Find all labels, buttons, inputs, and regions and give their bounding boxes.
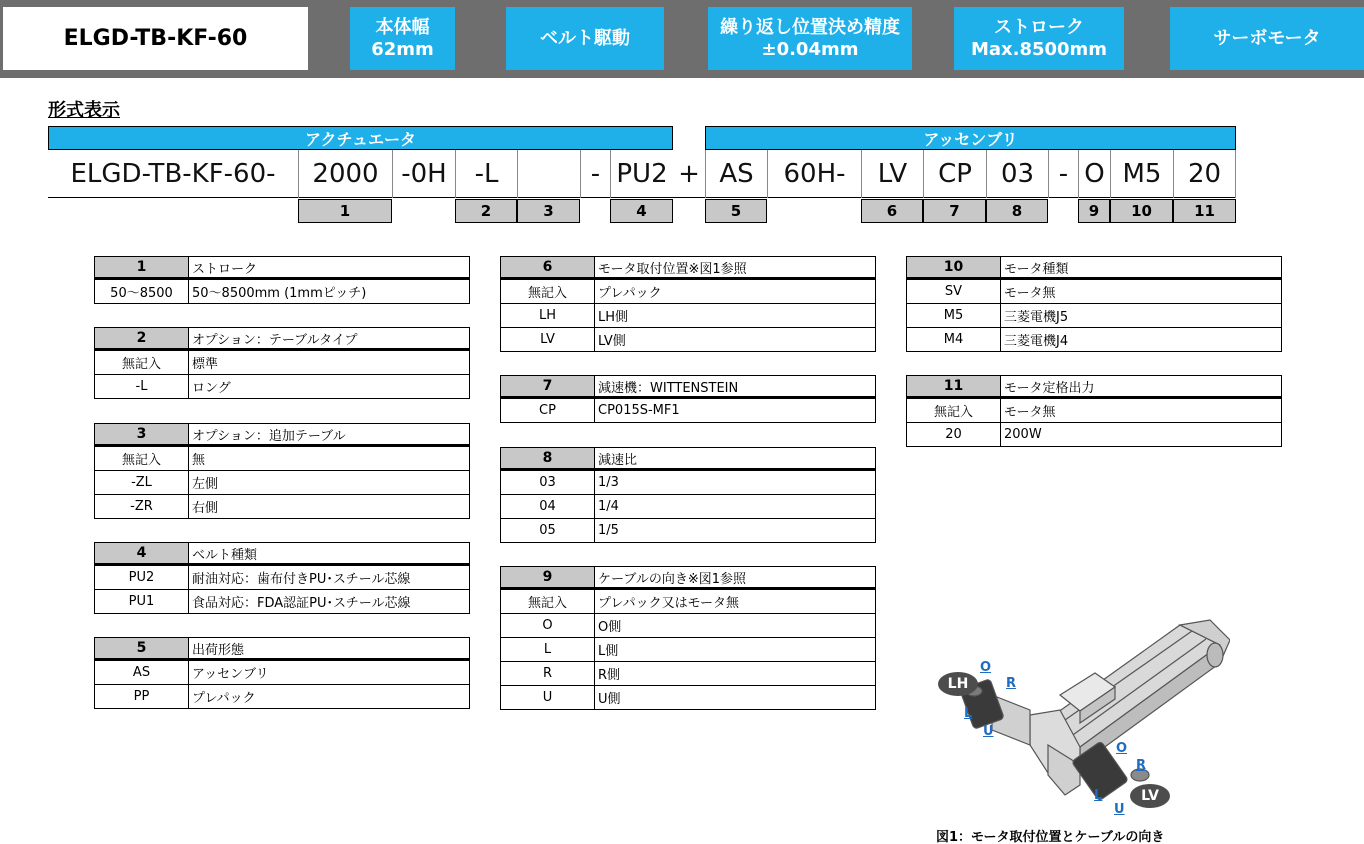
table-no: 6: [501, 257, 595, 277]
row-desc: 無: [192, 453, 206, 468]
table-row: [95, 280, 469, 304]
code-dash-2: -: [1048, 150, 1078, 198]
row-desc: アッセンブリ: [192, 667, 269, 682]
row-code: SV: [907, 280, 1001, 303]
table-row: [501, 304, 875, 328]
table-row: [95, 566, 469, 590]
table-row: [95, 590, 469, 614]
table-row: [907, 304, 1281, 328]
lh-dir-r: R: [1006, 676, 1017, 691]
row-desc: ロング: [192, 381, 231, 396]
table-row: [501, 495, 875, 519]
option-table-3: [94, 423, 470, 519]
code-part-2: -L: [455, 150, 517, 198]
lv-dir-l: L: [1094, 788, 1103, 803]
table-no: 7: [501, 376, 595, 396]
table-no: 11: [907, 376, 1001, 396]
feature-accuracy: [708, 7, 912, 70]
option-table-1: [94, 256, 470, 304]
row-code: -ZL: [95, 471, 189, 494]
code-plus: +: [678, 159, 700, 189]
table-no: 1: [95, 257, 189, 277]
row-desc: 200W: [1004, 427, 1042, 442]
table-header: [501, 447, 875, 471]
row-code: U: [501, 686, 595, 709]
feature-stroke-label: ストローク: [994, 16, 1084, 38]
row-code: M5: [907, 304, 1001, 327]
lv-dir-o: O: [1116, 741, 1128, 756]
code-part-11: 20: [1173, 150, 1236, 198]
row-code: O: [501, 614, 595, 637]
row-desc: 50～8500mm (1mmピッチ): [192, 286, 367, 301]
row-desc: 食品対応：FDA認証PU･スチール芯線: [192, 596, 411, 611]
row-desc: 1/3: [598, 475, 619, 490]
table-header: [95, 423, 469, 447]
code-dash-1: -: [580, 150, 610, 198]
row-code: PU1: [95, 590, 189, 613]
lh-marker: LH: [938, 672, 978, 696]
table-row: [501, 614, 875, 638]
code-num-1: 1: [298, 199, 392, 223]
feature-motor: [1170, 7, 1364, 70]
code-num-4: 4: [610, 199, 673, 223]
feature-accuracy-value: ±0.04mm: [761, 38, 859, 60]
code-part-7: CP: [923, 150, 986, 198]
option-table-11: [906, 375, 1282, 447]
table-row: [95, 375, 469, 399]
option-table-4: [94, 542, 470, 614]
assembly-band: アッセンブリ: [705, 126, 1236, 150]
table-header: [501, 566, 875, 590]
table-title: モータ定格出力: [1004, 380, 1095, 396]
table-no: 4: [95, 543, 189, 563]
code-part-4: PU2: [610, 150, 673, 198]
table-row: [501, 399, 875, 423]
row-code: -ZR: [95, 495, 189, 518]
table-row: [907, 399, 1281, 423]
model-name: ELGD-TB-KF-60: [3, 7, 308, 70]
table-row: [907, 280, 1281, 304]
table-no: 10: [907, 257, 1001, 277]
row-code: R: [501, 662, 595, 685]
code-part-1: 2000: [298, 150, 392, 198]
row-desc: プレパック又はモータ無: [598, 596, 740, 611]
row-desc: 右側: [192, 501, 219, 516]
table-header: [95, 327, 469, 351]
code-part-3: [517, 150, 580, 198]
feature-belt-label: ベルト駆動: [540, 27, 630, 49]
code-num-6: 6: [861, 199, 923, 223]
feature-motor-label: サーボモータ: [1213, 27, 1321, 49]
row-code: 05: [501, 519, 595, 542]
lv-dir-r: R: [1136, 758, 1147, 773]
row-code: M4: [907, 328, 1001, 351]
row-code: 無記入: [95, 351, 189, 374]
table-header: [95, 256, 469, 280]
row-desc: 耐油対応：歯布付きPU･スチール芯線: [192, 572, 411, 587]
row-desc: R側: [598, 668, 621, 683]
actuator-illustration: [930, 615, 1230, 825]
row-code: L: [501, 638, 595, 661]
row-desc: U側: [598, 692, 621, 707]
option-table-10: [906, 256, 1282, 352]
row-code: 無記入: [907, 399, 1001, 422]
row-desc: 三菱電機J4: [1004, 334, 1069, 349]
lh-dir-u: U: [983, 724, 994, 739]
code-num-2: 2: [455, 199, 517, 223]
feature-width: [350, 7, 455, 70]
code-part-5: AS: [705, 150, 767, 198]
feature-stroke: [954, 7, 1124, 70]
table-row: [501, 280, 875, 304]
feature-width-label: 本体幅: [375, 16, 430, 38]
option-table-9: [500, 566, 876, 710]
table-title: モータ種類: [1004, 261, 1069, 277]
row-code: 20: [907, 423, 1001, 446]
row-desc: 左側: [192, 477, 219, 492]
row-desc: LH側: [598, 310, 629, 325]
code-part-9: O: [1078, 150, 1110, 198]
option-table-6: [500, 256, 876, 352]
code-part-60h: 60H-: [767, 150, 861, 198]
code-num-8: 8: [986, 199, 1048, 223]
table-row: [907, 328, 1281, 352]
row-desc: CP015S-MF1: [598, 403, 680, 418]
table-row: [95, 351, 469, 375]
table-row: [501, 328, 875, 352]
table-title: オプション：追加テーブル: [192, 428, 346, 444]
table-row: [501, 662, 875, 686]
code-num-5: 5: [705, 199, 767, 223]
table-title: オプション：テーブルタイプ: [192, 332, 358, 348]
lv-dir-u: U: [1114, 802, 1125, 817]
row-code: LV: [501, 328, 595, 351]
table-row: [95, 661, 469, 685]
lh-dir-o: O: [980, 660, 992, 675]
row-desc: 1/4: [598, 499, 619, 514]
table-title: 減速機：WITTENSTEIN: [598, 380, 739, 396]
table-row: [501, 519, 875, 543]
code-num-9: 9: [1078, 199, 1110, 223]
option-table-5: [94, 637, 470, 709]
row-code: 無記入: [501, 280, 595, 303]
row-code: CP: [501, 399, 595, 422]
feature-belt: [506, 7, 664, 70]
option-table-2: [94, 327, 470, 399]
actuator-band: アクチュエータ: [48, 126, 673, 150]
code-prefix: ELGD-TB-KF-60-: [70, 159, 276, 189]
table-header: [95, 542, 469, 566]
row-code: PP: [95, 685, 189, 708]
table-row: [95, 471, 469, 495]
code-part-6: LV: [861, 150, 923, 198]
row-desc: LV側: [598, 334, 626, 349]
table-row: [907, 423, 1281, 447]
table-no: 2: [95, 328, 189, 348]
row-desc: モータ無: [1004, 286, 1056, 301]
row-code: AS: [95, 661, 189, 684]
table-row: [95, 685, 469, 709]
row-code: 03: [501, 471, 595, 494]
table-row: [95, 495, 469, 519]
table-header: [501, 375, 875, 399]
row-code: LH: [501, 304, 595, 327]
code-part-oh: -0H: [392, 150, 455, 198]
code-num-7: 7: [923, 199, 986, 223]
row-code: 50～8500: [95, 280, 189, 303]
table-title: ケーブルの向き※図1参照: [598, 571, 746, 587]
lh-dir-l: L: [964, 706, 973, 721]
code-num-3: 3: [517, 199, 580, 223]
row-code: 04: [501, 495, 595, 518]
table-row: [501, 638, 875, 662]
table-title: 出荷形態: [192, 642, 245, 658]
row-desc: モータ無: [1004, 405, 1056, 420]
code-part-8: 03: [986, 150, 1048, 198]
row-desc: L側: [598, 644, 619, 659]
feature-width-value: 62mm: [371, 38, 434, 60]
table-title: ストローク: [192, 261, 258, 277]
table-title: モータ取付位置※図1参照: [598, 261, 747, 277]
code-num-11: 11: [1173, 199, 1236, 223]
option-table-8: [500, 447, 876, 543]
code-num-10: 10: [1110, 199, 1173, 223]
feature-stroke-value: Max.8500mm: [970, 38, 1108, 60]
table-title: ベルト種類: [192, 547, 258, 563]
option-table-7: [500, 375, 876, 423]
row-code: 無記入: [501, 590, 595, 613]
table-row: [501, 686, 875, 710]
feature-accuracy-label: 繰り返し位置決め精度: [720, 16, 900, 38]
table-row: [501, 471, 875, 495]
row-code: -L: [95, 375, 189, 398]
table-header: [501, 256, 875, 280]
row-desc: プレパック: [192, 691, 256, 706]
table-row: [95, 447, 469, 471]
figure-caption: 図1：モータ取付位置とケーブルの向き: [936, 830, 1165, 844]
row-desc: プレパック: [598, 286, 662, 301]
lv-marker: LV: [1130, 784, 1170, 808]
table-no: 9: [501, 567, 595, 587]
table-no: 8: [501, 448, 595, 468]
row-code: PU2: [95, 566, 189, 589]
row-code: 無記入: [95, 447, 189, 470]
row-desc: 1/5: [598, 523, 619, 538]
table-row: [501, 590, 875, 614]
section-title: 形式表示: [48, 100, 120, 121]
table-header: [907, 256, 1281, 280]
row-desc: 三菱電機J5: [1004, 310, 1069, 325]
table-no: 5: [95, 638, 189, 658]
row-desc: O側: [598, 620, 622, 635]
code-part-10: M5: [1110, 150, 1173, 198]
row-desc: 標準: [192, 357, 219, 372]
table-title: 減速比: [598, 452, 638, 468]
table-header: [95, 637, 469, 661]
table-header: [907, 375, 1281, 399]
table-no: 3: [95, 424, 189, 444]
